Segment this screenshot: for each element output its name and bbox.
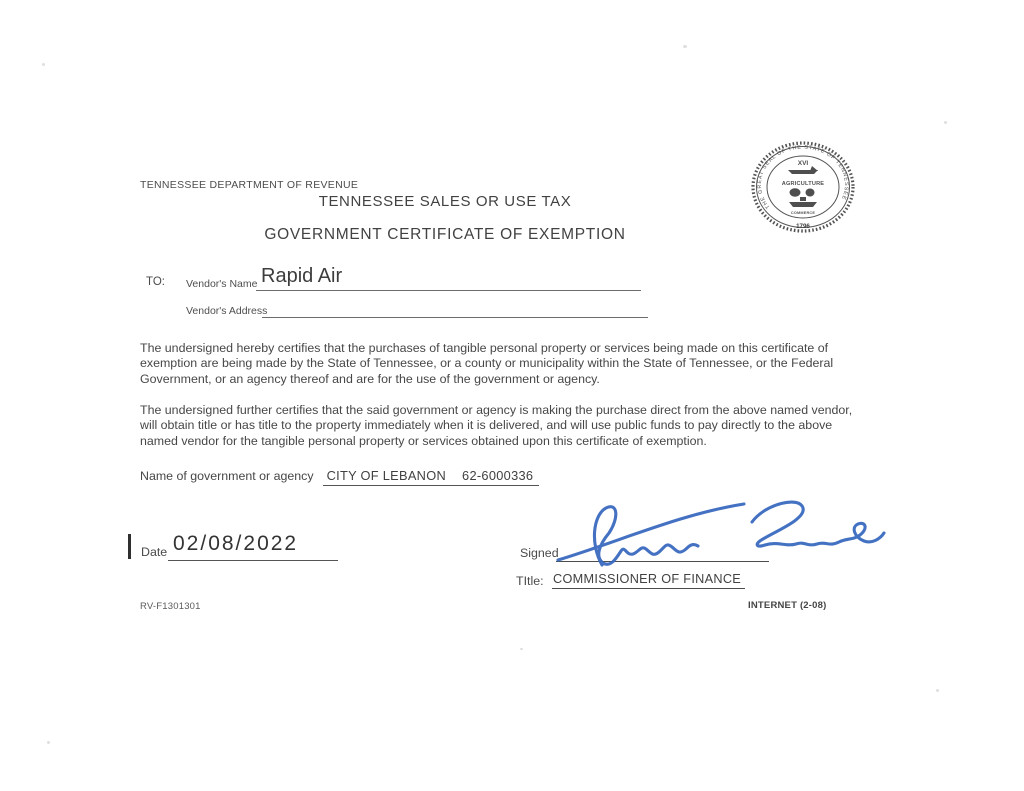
seal-numeral: XVI xyxy=(797,160,809,167)
tennessee-state-seal-icon xyxy=(748,140,858,236)
paragraph-line: Government, or an agency thereof and are for the use of the government or agency. xyxy=(140,371,600,386)
scan-artifact xyxy=(42,63,45,66)
form-title: TENNESSEE SALES OR USE TAX xyxy=(318,193,572,210)
form-number: RV-F1301301 xyxy=(140,601,201,612)
scan-tick-mark xyxy=(128,534,131,559)
scan-artifact xyxy=(683,45,687,48)
seal-commerce-label: COMMERCE xyxy=(790,211,816,215)
certification-paragraph-1 xyxy=(140,341,930,387)
form-subtitle-row xyxy=(130,226,760,244)
agency-exemption-number: 62-6000336 xyxy=(462,468,534,483)
paragraph-line: The undersigned hereby certifies that the purchases of tangible personal property or services being made on this certificate of xyxy=(140,341,829,355)
seal-riverboat-icon xyxy=(789,202,817,207)
date-underline xyxy=(168,560,338,561)
scan-artifact xyxy=(520,648,523,650)
revision-label: INTERNET (2-08) xyxy=(748,600,827,611)
seal-agriculture-label: AGRICULTURE xyxy=(781,181,825,187)
agency-name: CITY OF LEBANON xyxy=(326,468,447,483)
paragraph-line: The undersigned further certifies that the said government or agency is making the purchase direct from the above named vendor, xyxy=(140,403,853,417)
paragraph-line: named vendor for the tangible personal property or services obtained upon this certificate of exemption. xyxy=(140,433,707,448)
date-label: Date xyxy=(141,545,168,559)
paragraph-line: will obtain title or has title to the property immediately when it is delivered, and will use public funds to pay directly to the above xyxy=(140,418,833,433)
scan-artifact xyxy=(944,121,947,124)
agency-row xyxy=(140,468,539,486)
seal-year: 1796 xyxy=(796,223,810,230)
seal-wheat-icon xyxy=(790,188,801,196)
date-value: 02/08/2022 xyxy=(173,532,299,555)
title-label: TItle: xyxy=(516,574,544,588)
vendor-name-value: Rapid Air xyxy=(261,265,343,287)
form-title-row xyxy=(130,193,760,211)
vendor-address-underline xyxy=(262,317,648,318)
signed-label: Signed xyxy=(520,546,559,560)
form-subtitle: GOVERNMENT CERTIFICATE OF EXEMPTION xyxy=(264,226,626,243)
title-value: COMMISSIONER OF FINANCE xyxy=(552,572,745,589)
vendor-name-underline xyxy=(256,290,641,291)
to-label: TO: xyxy=(146,276,165,288)
paragraph-line: exemption are being made by the State of Tennessee, or a county or municipality within the State of Tennessee, or the Federal xyxy=(140,356,834,371)
vendor-address-label: Vendor's Address xyxy=(186,305,268,317)
agency-value xyxy=(323,468,540,486)
scan-artifact xyxy=(936,689,939,692)
seal-ring-text: THE GREAT SEAL OF THE STATE OF TENNESSEE xyxy=(756,144,850,210)
agency-label: Name of government or agency xyxy=(140,469,314,483)
seal-cotton-icon xyxy=(806,189,815,197)
handwritten-signature xyxy=(548,496,888,574)
scan-artifact xyxy=(47,741,50,744)
certification-paragraph-2 xyxy=(140,403,930,449)
vendor-name-label: Vendor's Name xyxy=(186,278,258,290)
department-name: TENNESSEE DEPARTMENT OF REVENUE xyxy=(140,179,359,191)
